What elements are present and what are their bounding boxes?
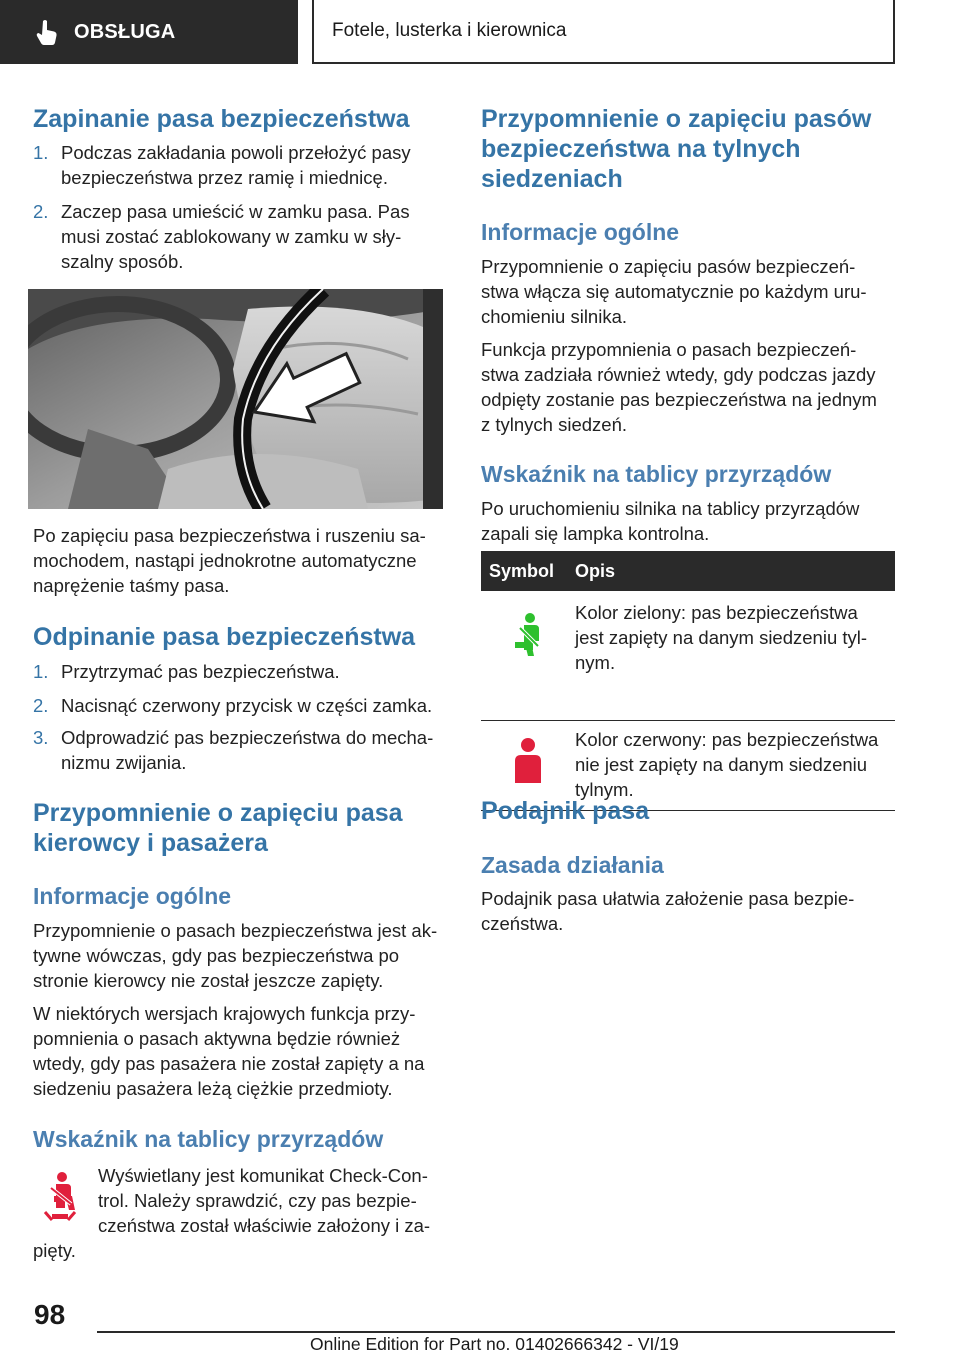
indicator-line: trol. Należy sprawdzić, czy pas bezpie- (98, 1190, 417, 1211)
paragraph-line: stwa włącza się automatycznie po każdym uru- (481, 281, 867, 302)
seatbelt-warning-icon (40, 1170, 80, 1226)
subheading-general: Informacje ogólne (33, 883, 232, 909)
table-header (481, 551, 895, 591)
heading-rear-line: siedzeniach (481, 165, 623, 193)
paragraph-line: zapali się lampka kontrolna. (481, 523, 710, 544)
paragraph-line: wtedy, gdy pas pasażera nie został zapięty a na (33, 1053, 425, 1074)
heading-fasten: Zapinanie pasa bezpieczeństwa (33, 105, 410, 133)
paragraph-line: Przypomnienie o pasach bezpieczeństwa jest ak- (33, 920, 438, 941)
table-row (481, 591, 895, 721)
green-seatbelt-fastened-icon (481, 600, 575, 720)
indicator-line: Wyświetlany jest komunikat Check-Con- (98, 1165, 428, 1186)
list-number: 3. (33, 727, 49, 748)
paragraph-line: Podajnik pasa ułatwia założenie pasa bezpie- (481, 888, 855, 909)
column-header-symbol: Symbol (489, 560, 555, 581)
list-item-text: szalny sposób. (61, 251, 184, 272)
chapter-title: Fotele, lusterka i kierownica (332, 20, 567, 41)
paragraph-line: Funkcja przypomnienia o pasach bezpieczeń- (481, 339, 857, 360)
desc-line: Kolor czerwony: pas bezpieczeństwa (575, 729, 879, 750)
subheading-indicator: Wskaźnik na tablicy przyrządów (33, 1126, 384, 1152)
paragraph-line: Po uruchomieniu silnika na tablicy przyrządów (481, 498, 860, 519)
list-item-text: Zaczep pasa umieścić w zamku pasa. Pas (61, 201, 410, 222)
after-photo-line: mochodem, nastąpi jednokrotne automatyczne (33, 550, 417, 571)
paragraph-line: W niektórych wersjach krajowych funkcja przy- (33, 1003, 416, 1024)
paragraph-line: Przypomnienie o zapięciu pasów bezpieczeń- (481, 256, 856, 277)
paragraph-line: czeństwa. (481, 913, 564, 934)
header-chapter-box (312, 0, 895, 64)
paragraph-line: pomnienia o pasach aktywna będzie również (33, 1028, 401, 1049)
paragraph-line: chomieniu silnika. (481, 306, 628, 327)
list-number: 2. (33, 695, 49, 716)
heading-rear-line: bezpieczeństwa na tylnych (481, 135, 801, 163)
page-number: 98 (34, 1299, 66, 1330)
list-item-text: Podczas zakładania powoli przełożyć pasy (61, 142, 411, 163)
header-section-tab (0, 0, 298, 64)
footer-divider (97, 1331, 895, 1333)
desc-line: Kolor zielony: pas bezpieczeństwa (575, 602, 858, 623)
indicator-line: czeństwa został właściwie założony i za- (98, 1215, 431, 1236)
heading-reminder-line: Przypomnienie o zapięciu pasa (33, 799, 403, 827)
paragraph-line: stronie kierowcy nie został jeszcze zapięty. (33, 970, 384, 991)
heading-reminder-line: kierowcy i pasażera (33, 829, 268, 857)
list-item-text: bezpieczeństwa przez ramię i miednicę. (61, 167, 388, 188)
list-number: 1. (33, 142, 49, 163)
subheading-principle: Zasada działania (481, 852, 664, 878)
desc-line: jest zapięty na danym siedzeniu tyl- (575, 627, 868, 648)
desc-line: tylnym. (575, 779, 634, 800)
list-number: 2. (33, 201, 49, 222)
hand-pointer-icon (36, 19, 58, 45)
subheading-general-right: Informacje ogólne (481, 219, 680, 245)
paragraph-line: z tylnych siedzeń. (481, 414, 628, 435)
footer-edition: Online Edition for Part no. 01402666342 - VI/19 (310, 1334, 679, 1354)
paragraph-line: tywne wówczas, gdy pas bezpieczeństwa po (33, 945, 400, 966)
section-label: OBSŁUGA (74, 20, 176, 43)
list-number: 1. (33, 661, 49, 682)
subheading-indicator-right: Wskaźnik na tablicy przyrządów (481, 461, 832, 487)
list-item-text: Przytrzymać pas bezpieczeństwa. (61, 661, 340, 682)
symbol-table (481, 551, 895, 811)
after-photo-line: naprężenie taśmy pasa. (33, 575, 230, 596)
heading-rear-line: Przypomnienie o zapięciu pasów (481, 105, 872, 133)
paragraph-line: odpięty zostanie pas bezpieczeństwa na jednym (481, 389, 877, 410)
seatbelt-photo (28, 289, 443, 509)
paragraph-line: stwa zadziała również wtedy, gdy podczas jazdy (481, 364, 876, 385)
column-header-desc: Opis (575, 560, 616, 581)
heading-unfasten: Odpinanie pasa bezpieczeństwa (33, 623, 416, 651)
after-photo-line: Po zapięciu pasa bezpieczeństwa i ruszeniu sa- (33, 525, 426, 546)
list-item-text: Nacisnąć czerwony przycisk w części zamka. (61, 695, 433, 716)
paragraph-line: siedzeniu pasażera leżą ciężkie przedmioty. (33, 1078, 393, 1099)
heading-belt-presenter: Podajnik pasa (481, 797, 650, 825)
list-item-text: Odprowadzić pas bezpieczeństwa do mecha- (61, 727, 434, 748)
list-item-text: nizmu zwijania. (61, 752, 187, 773)
desc-line: nym. (575, 652, 616, 673)
list-item-text: musi zostać zablokowany w zamku w sły- (61, 226, 402, 247)
indicator-line: pięty. (33, 1240, 76, 1261)
desc-line: nie jest zapięty na danym siedzeniu (575, 754, 868, 775)
